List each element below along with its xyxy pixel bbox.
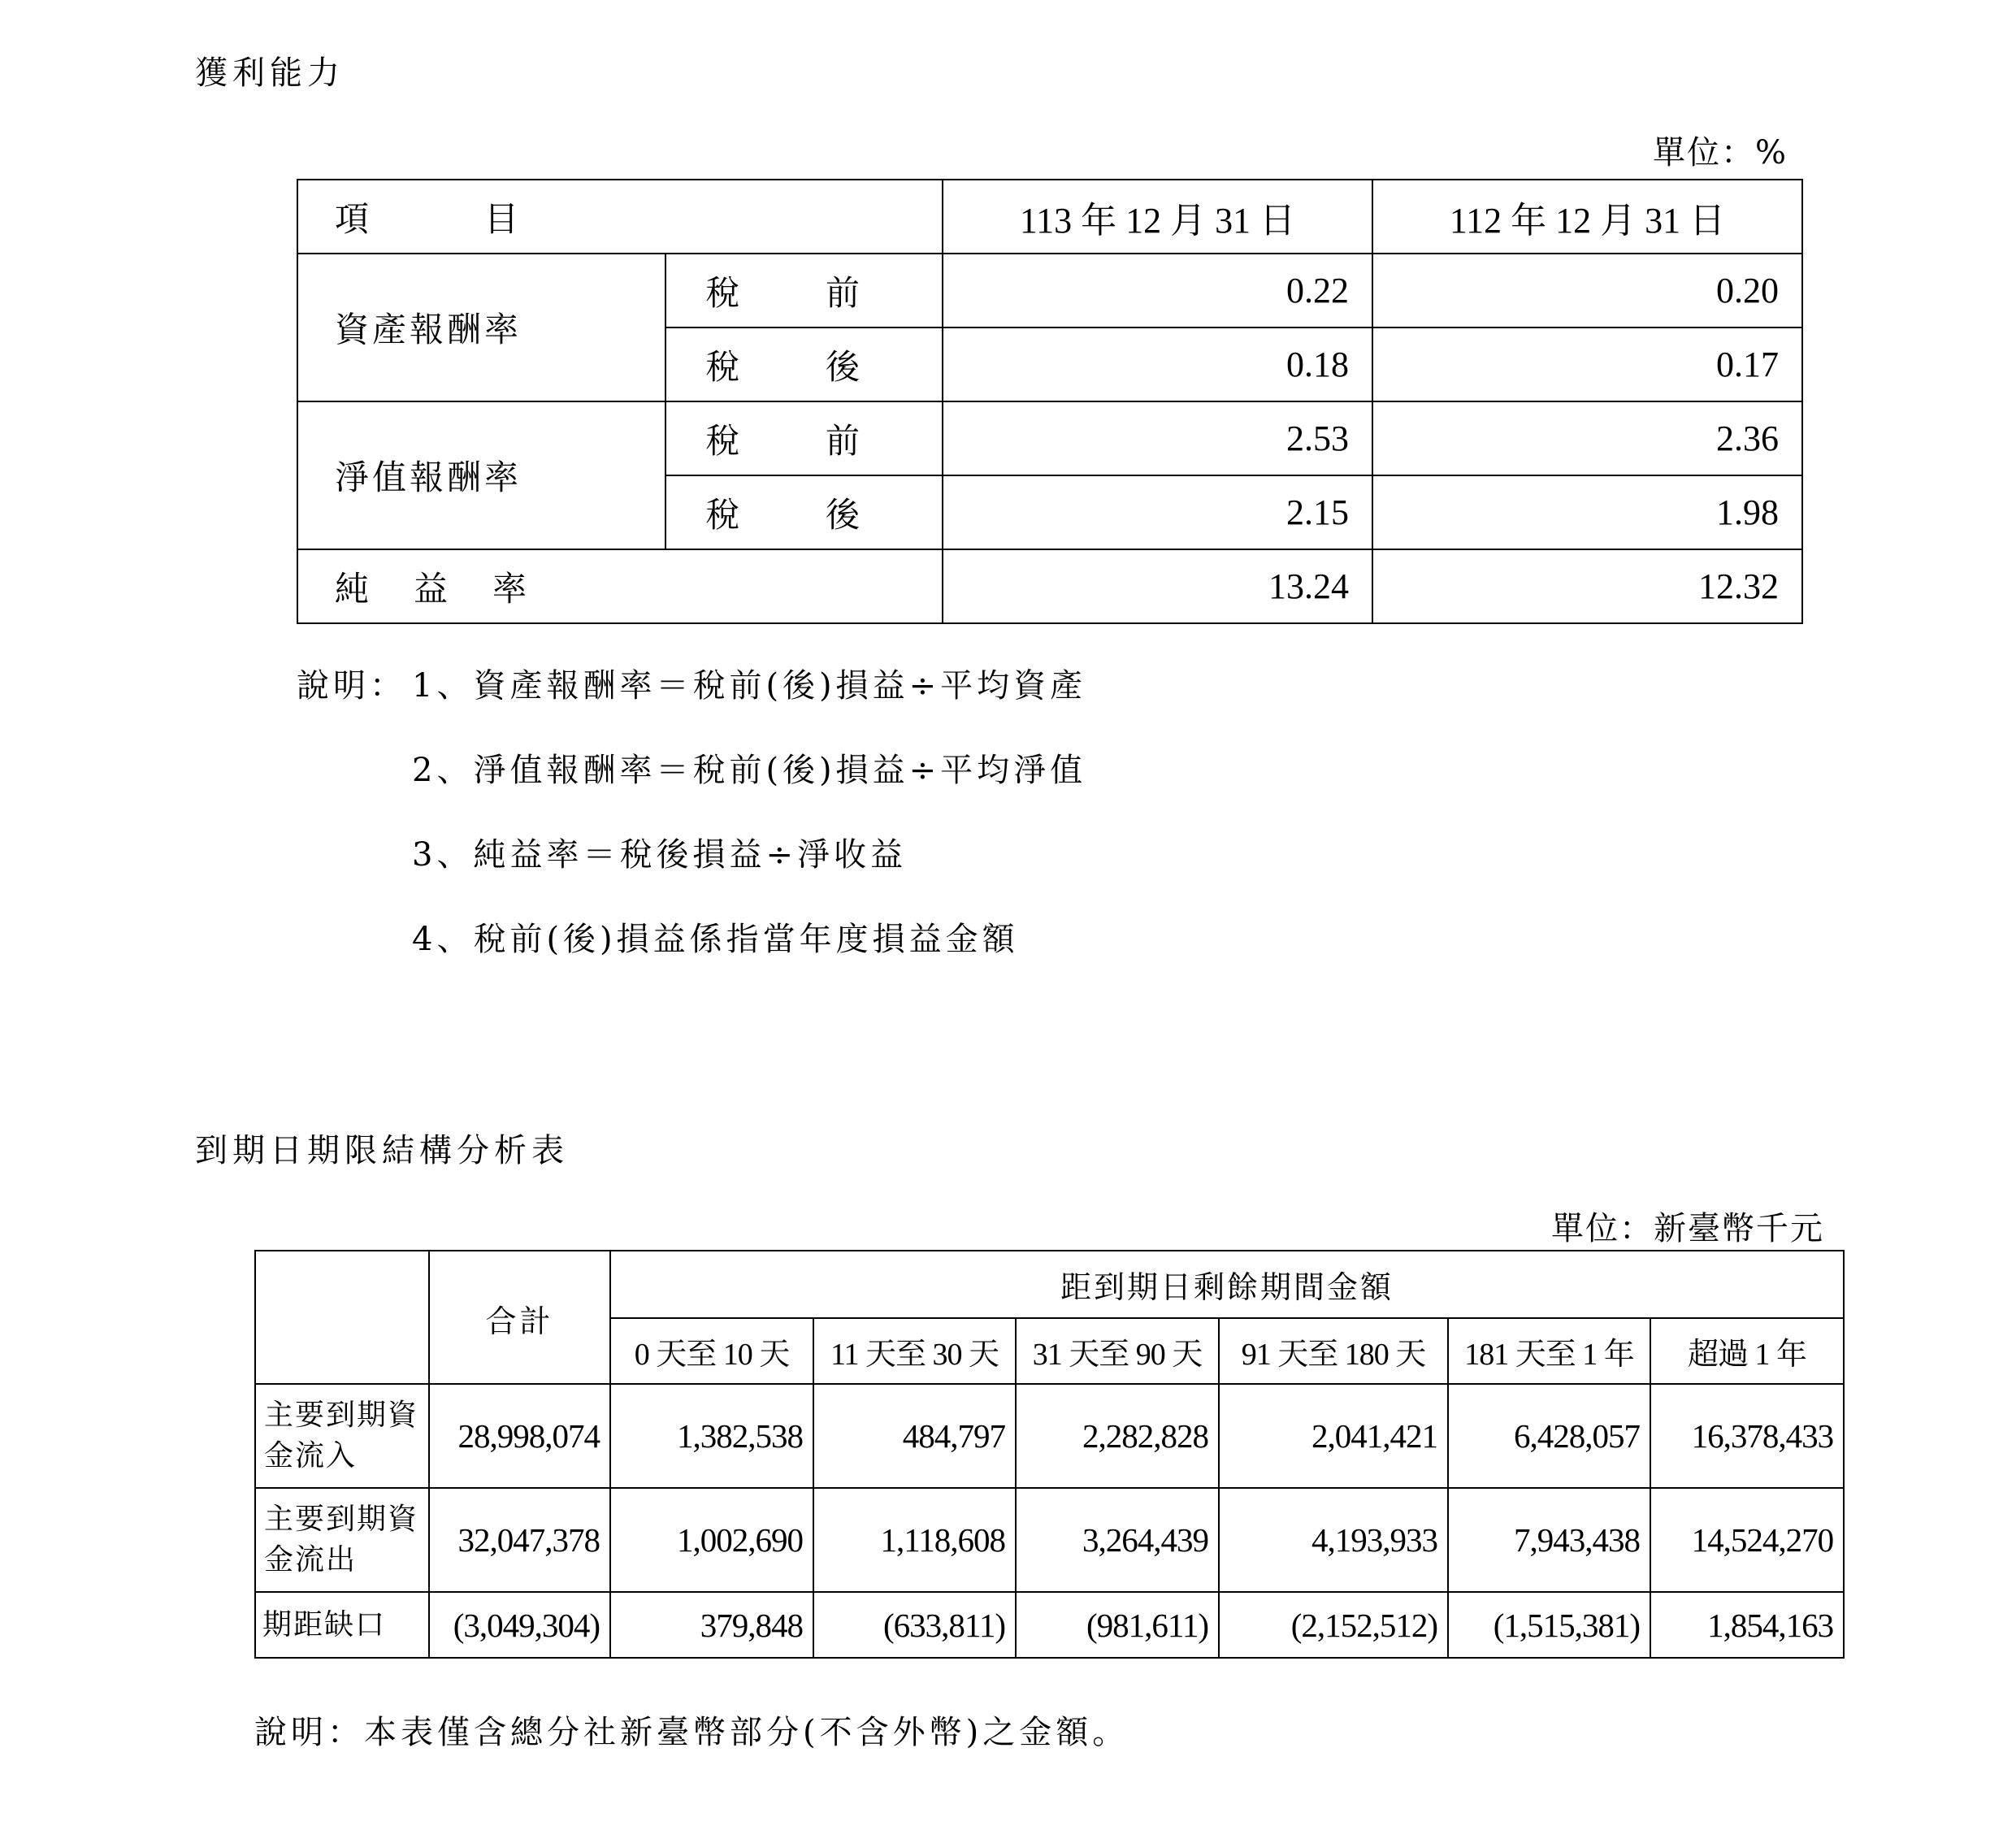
row-label-inflow: 主要到期資金流入: [255, 1384, 429, 1488]
net-margin-char-3: 率: [492, 568, 530, 609]
value-cell: 1,382,538: [610, 1384, 813, 1488]
table-header-row: [297, 180, 1802, 254]
value-cell: 1.98: [1372, 475, 1802, 549]
net-margin-char-1: 純: [335, 568, 373, 609]
bucket-header: 91 天至 180 天: [1219, 1318, 1448, 1384]
bucket-header: 181 天至 1 年: [1448, 1318, 1650, 1384]
value-cell: (633,811): [813, 1592, 1016, 1658]
value-cell: 379,848: [610, 1592, 813, 1658]
bucket-header: 11 天至 30 天: [813, 1318, 1016, 1384]
sub-label: [665, 254, 943, 327]
maturity-table: [254, 1250, 1845, 1659]
table-row: [255, 1488, 1844, 1592]
value-cell: (2,152,512): [1219, 1592, 1448, 1658]
table-row: [255, 1592, 1844, 1658]
unit-label-ntd-thousands: 單位：新臺幣千元: [1551, 1210, 1824, 1247]
note-2: 2、淨值報酬率＝稅前(後)損益÷平均淨值: [412, 752, 1087, 789]
value-cell: 484,797: [813, 1384, 1016, 1488]
sub-label-b: 後: [825, 346, 860, 387]
sub-label: [665, 475, 943, 549]
bucket-header: 0 天至 10 天: [610, 1318, 813, 1384]
sub-label-a: 稅: [705, 272, 740, 313]
value-cell: 4,193,933: [1219, 1488, 1448, 1592]
col-header-113: 113 年 12 月 31 日: [943, 180, 1372, 254]
total-cell: 28,998,074: [429, 1384, 610, 1488]
table-row: [297, 401, 1802, 475]
col-header-112: 112 年 12 月 31 日: [1372, 180, 1802, 254]
sub-label-b: 前: [825, 420, 860, 461]
value-cell: 14,524,270: [1650, 1488, 1844, 1592]
net-margin-char-2: 益: [413, 568, 451, 609]
section-title-maturity: 到期日期限結構分析表: [195, 1132, 569, 1169]
table-row: [255, 1384, 1844, 1488]
value-cell: 16,378,433: [1650, 1384, 1844, 1488]
row-label-outflow: 主要到期資金流出: [255, 1488, 429, 1592]
value-cell: 6,428,057: [1448, 1384, 1650, 1488]
value-cell: 0.17: [1372, 327, 1802, 401]
sub-label: [665, 327, 943, 401]
row-label-roa: 資產報酬率: [297, 254, 665, 401]
sub-label-a: 稅: [705, 494, 740, 535]
item-header-left: 項: [335, 198, 373, 239]
value-cell: 0.20: [1372, 254, 1802, 327]
table-row: [297, 549, 1802, 623]
value-cell: (1,515,381): [1448, 1592, 1650, 1658]
value-cell: 2.53: [943, 401, 1372, 475]
item-header-right: 目: [483, 198, 522, 239]
section-title-profitability: 獲利能力: [195, 54, 345, 92]
total-cell: 32,047,378: [429, 1488, 610, 1592]
total-header: 合計: [429, 1251, 610, 1384]
sub-label: [665, 401, 943, 475]
value-cell: 13.24: [943, 549, 1372, 623]
bucket-header: 超過 1 年: [1650, 1318, 1844, 1384]
value-cell: 7,943,438: [1448, 1488, 1650, 1592]
row-label-roe: 淨值報酬率: [297, 401, 665, 549]
value-cell: 1,002,690: [610, 1488, 813, 1592]
maturity-note: 說明：本表僅含總分社新臺幣部分(不含外幣)之金額。: [254, 1714, 1129, 1751]
bucket-header: 31 天至 90 天: [1016, 1318, 1219, 1384]
value-cell: 3,264,439: [1016, 1488, 1219, 1592]
note-3: 3、純益率＝稅後損益÷淨收益: [412, 836, 907, 874]
table-row: [297, 254, 1802, 327]
profitability-table: [297, 179, 1803, 624]
row-label-gap: 期距缺口: [255, 1592, 429, 1658]
value-cell: 1,854,163: [1650, 1592, 1844, 1658]
sub-label-a: 稅: [705, 420, 740, 461]
value-cell: 1,118,608: [813, 1488, 1016, 1592]
value-cell: 12.32: [1372, 549, 1802, 623]
note-4: 4、稅前(後)損益係指當年度損益金額: [412, 921, 1019, 958]
sub-label-b: 後: [825, 494, 860, 535]
value-cell: 0.22: [943, 254, 1372, 327]
total-cell: (3,049,304): [429, 1592, 610, 1658]
sub-label-a: 稅: [705, 346, 740, 387]
value-cell: 2,282,828: [1016, 1384, 1219, 1488]
table-header-row: [255, 1251, 1844, 1318]
note-1: 1、資產報酬率＝稅前(後)損益÷平均資產: [412, 667, 1087, 705]
value-cell: 2.15: [943, 475, 1372, 549]
empty-corner-cell: [255, 1251, 429, 1384]
note-lead: 說明：: [297, 667, 406, 705]
value-cell: 0.18: [943, 327, 1372, 401]
remaining-period-header: 距到期日剩餘期間金額: [610, 1251, 1844, 1318]
value-cell: (981,611): [1016, 1592, 1219, 1658]
item-header: [297, 180, 943, 254]
unit-label-percent: 單位：%: [1652, 134, 1788, 171]
value-cell: 2,041,421: [1219, 1384, 1448, 1488]
sub-label-b: 前: [825, 272, 860, 313]
row-label-net-margin: [297, 549, 943, 623]
value-cell: 2.36: [1372, 401, 1802, 475]
